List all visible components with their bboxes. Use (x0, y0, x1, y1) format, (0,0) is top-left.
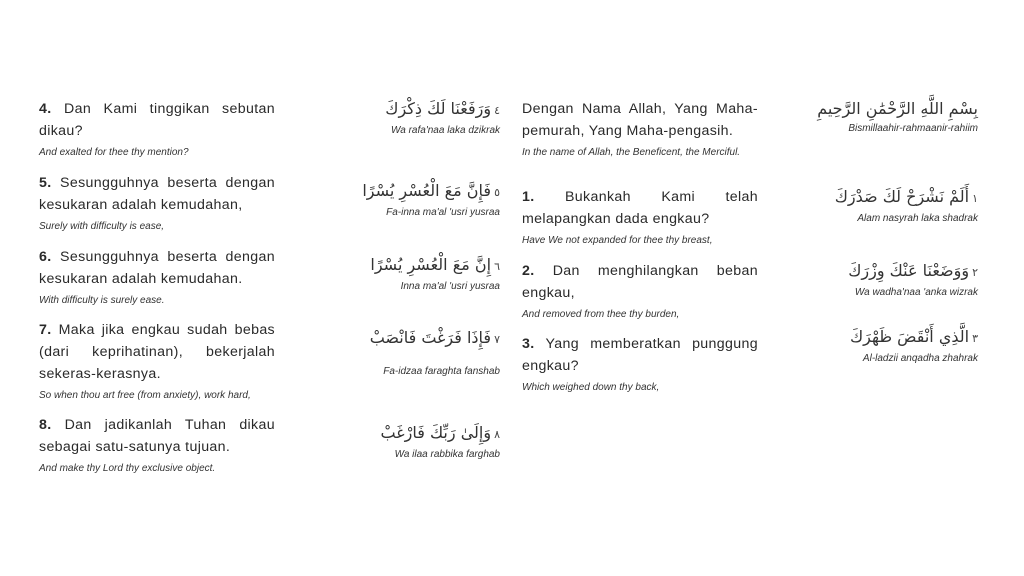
verse-3-arabic: ٣الَّذِي أَنْقَضَ ظَهْرَكَ (849, 327, 978, 346)
verse-5-english: Surely with difficulty is ease, (39, 221, 165, 232)
verse-6-arabic-block (370, 254, 500, 293)
verse-7-english: So when thou art free (from anxiety), work hard, (39, 390, 251, 401)
verse-6-arabic: ٦إِنَّ مَعَ الْعُسْرِ يُسْرًا (370, 255, 500, 274)
bismillah-arabic: بِسْمِ اللَّهِ الرَّحْمَٰنِ الرَّحِيمِ (817, 99, 978, 118)
ayah-number: ٧ (494, 333, 500, 346)
ayah-number: ٤ (494, 104, 500, 117)
verse-3-transliteration: Al-ladzii anqadha zhahrak (862, 353, 978, 364)
verse-1-english: Have We not expanded for thee thy breast, (522, 235, 713, 246)
verse-2-malay: 2. Dan menghilangkan beban engkau, (522, 263, 758, 301)
verse-6-english: With difficulty is surely ease. (39, 295, 165, 306)
verse-3-malay: 3. Yang memberatkan punggung engkau? (522, 336, 758, 374)
verse-2-transliteration: Wa wadha'naa 'anka wizrak (854, 287, 978, 298)
verse-3 (522, 333, 758, 394)
verse-8-arabic: ٨وَإِلَىٰ رَبِّكَ فَارْغَبْ (380, 423, 500, 442)
verse-5 (39, 172, 275, 233)
verse-4-arabic-block (385, 98, 500, 137)
verse-7 (39, 319, 275, 402)
bismillah-malay: Dengan Nama Allah, Yang Maha-pemurah, Yang Maha-pengasih. (522, 101, 758, 139)
verse-8-malay: 8. Dan jadikanlah Tuhan dikau sebagai satu-satunya tujuan. (39, 417, 275, 455)
verse-3-arabic-block (850, 326, 978, 365)
verse-3-english: Which weighed down thy back, (522, 382, 660, 393)
bismillah (522, 98, 758, 159)
verse-2-arabic-block (848, 260, 978, 299)
verse-4-malay: 4. Dan Kami tinggikan sebutan dikau? (39, 101, 275, 139)
ayah-number: ٢ (972, 266, 978, 279)
verse-1-arabic: ١أَلَمْ نَشْرَحْ لَكَ صَدْرَكَ (834, 187, 978, 206)
verse-8-english: And make thy Lord thy exclusive object. (39, 463, 216, 474)
bismillah-arabic-block (817, 98, 978, 135)
verse-4-english: And exalted for thee thy mention? (39, 147, 189, 158)
verse-7-malay: 7. Maka jika engkau sudah bebas (dari keprihatinan), bekerjalah sekeras-kerasnya. (39, 322, 275, 382)
verse-5-malay: 5. Sesungguhnya beserta dengan kesukaran adalah kemudahan, (39, 175, 276, 213)
verse-2 (522, 260, 758, 321)
verse-5-transliteration: Fa-inna ma'al 'usri yusraa (386, 207, 500, 218)
verse-8-arabic-block (381, 422, 500, 461)
bismillah-english: In the name of Allah, the Beneficent, the Merciful. (522, 147, 741, 158)
verse-2-english: And removed from thee thy burden, (522, 309, 680, 320)
ayah-number: ٥ (494, 186, 500, 199)
verse-1-arabic-block (835, 186, 978, 225)
verse-6-transliteration: Inna ma'al 'usri yusraa (400, 281, 500, 292)
verse-2-arabic: ٢وَوَضَعْنَا عَنْكَ وِزْرَكَ (848, 261, 978, 280)
verse-5-arabic: ٥فَإِنَّ مَعَ الْعُسْرِ يُسْرًا (362, 181, 500, 200)
verse-8 (39, 414, 275, 475)
verse-7-transliteration: Fa-idzaa faraghta fanshab (383, 366, 500, 377)
verse-7-arabic-block (370, 327, 500, 378)
ayah-number: ٦ (494, 260, 500, 273)
verse-7-arabic: ٧فَإِذَا فَرَغْتَ فَانْصَبْ (369, 328, 500, 347)
verse-1 (522, 186, 758, 247)
ayah-number: ١ (972, 192, 978, 205)
verse-4 (39, 98, 275, 159)
verse-8-transliteration: Wa ilaa rabbika farghab (394, 449, 500, 460)
bismillah-transliteration: Bismillaahir-rahmaanir-rahiim (848, 123, 978, 134)
verse-4-transliteration: Wa rafa'naa laka dzikrak (391, 125, 500, 136)
ayah-number: ٣ (972, 332, 978, 345)
verse-4-arabic: ٤وَرَفَعْنَا لَكَ ذِكْرَكَ (385, 99, 500, 118)
verse-1-malay: 1. Bukankah Kami telah melapangkan dada engkau? (522, 189, 758, 227)
ayah-number: ٨ (494, 428, 500, 441)
verse-5-arabic-block (362, 180, 500, 219)
verse-6-malay: 6. Sesungguhnya beserta dengan kesukaran adalah kemudahan. (39, 249, 276, 287)
verse-6 (39, 246, 275, 307)
verse-1-transliteration: Alam nasyrah laka shadrak (857, 213, 978, 224)
